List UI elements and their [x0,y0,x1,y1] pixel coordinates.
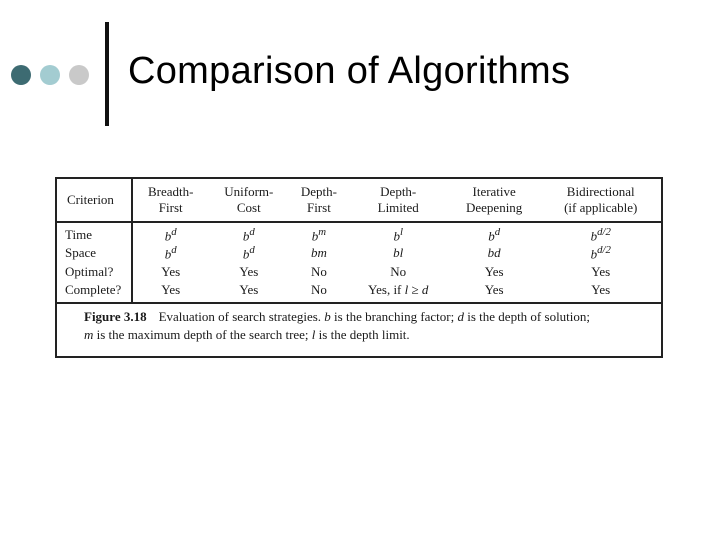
row-complete [57,281,661,302]
header-breadth-first: Breadth- First [132,179,208,222]
cell-space-iterative-deepening: bd [487,245,501,261]
figure-caption: Figure 3.18 Evaluation of search strategies. b is the branching factor; d is the depth of solution; m is the maximum depth of the search tree; l is the depth limit. [57,302,661,344]
row-time [57,222,661,244]
header-row [57,179,661,222]
cell-space-uniform-cost: $b^d$ [242,244,255,262]
header-criterion: Criterion [57,179,132,222]
row-optimal [57,263,661,281]
cell-optimal-breadth-first: Yes [161,263,181,279]
cell-optimal-uniform-cost: Yes [239,263,259,279]
cell-complete-depth-limited: Yes, if l ≥ d [368,281,429,297]
row-space [57,244,661,262]
cell-time-breadth-first: $b^d$ [164,226,177,244]
cell-complete-iterative-deepening: Yes [484,281,504,297]
dot-dark [11,65,31,85]
row-label-space: Space [57,244,132,262]
cell-optimal-depth-limited: No [390,263,407,279]
row-label-time: Time [57,222,132,244]
cell-complete-depth-first: No [310,281,327,297]
dot-light-teal [40,65,60,85]
comparison-figure [55,177,663,358]
cell-complete-breadth-first: Yes [161,281,181,297]
cell-optimal-bidirectional: Yes [591,263,611,279]
dot-gray [69,65,89,85]
cell-complete-bidirectional: Yes [591,281,611,297]
cell-time-iterative-deepening: $b^d$ [488,226,501,244]
cell-time-bidirectional: $b^{d/2}$ [590,226,611,244]
header-uniform-cost: Uniform- Cost [208,179,289,222]
cell-optimal-iterative-deepening: Yes [484,263,504,279]
cell-space-depth-first: bm [310,245,327,261]
vertical-rule [105,22,109,126]
row-label-complete: Complete? [57,281,132,302]
cell-time-depth-limited: $b^l$ [393,226,403,244]
slide-title: Comparison of Algorithms [128,50,571,92]
header-depth-limited: Depth- Limited [349,179,448,222]
comparison-table [57,179,661,302]
cell-space-breadth-first: $b^d$ [164,244,177,262]
row-label-optimal: Optimal? [57,263,132,281]
cell-optimal-depth-first: No [310,263,327,279]
header-depth-first: Depth- First [289,179,348,222]
cell-space-bidirectional: $b^{d/2}$ [590,244,611,262]
header-iterative-deepening: Iterative Deepening [448,179,541,222]
cell-complete-uniform-cost: Yes [239,281,259,297]
header-bidirectional: Bidirectional (if applicable) [540,179,661,222]
cell-space-depth-limited: bl [393,245,404,261]
cell-time-depth-first: $b^m$ [311,226,327,244]
figure-label: Figure 3.18 [84,308,147,324]
cell-time-uniform-cost: $b^d$ [242,226,255,244]
